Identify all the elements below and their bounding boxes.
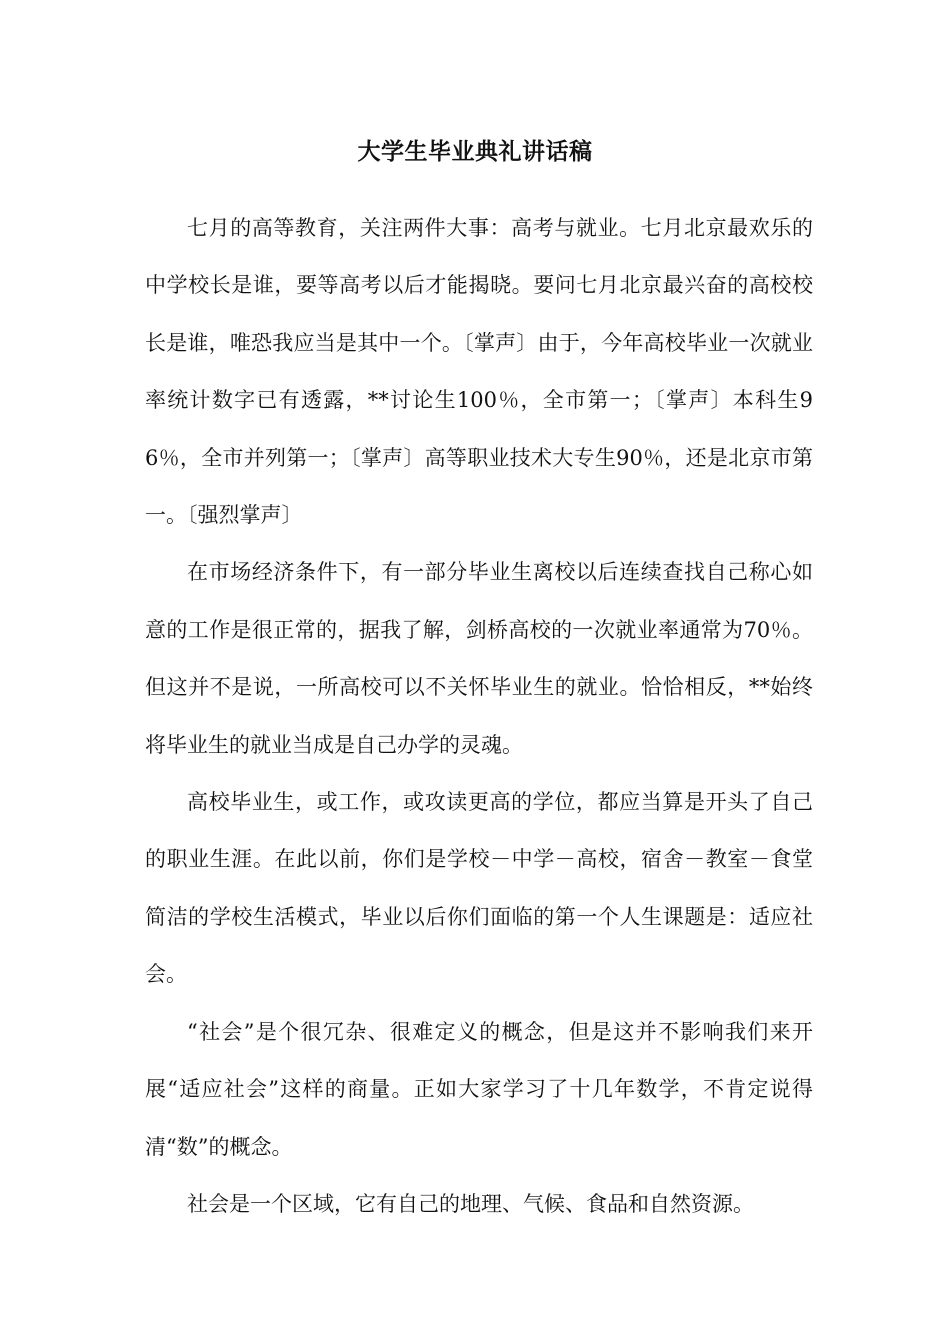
paragraph-5: 社会是一个区域，它有自己的地理、气候、食品和自然资源。 [187, 1191, 754, 1216]
paragraph-4: “社会”是个很冗杂、很难定义的概念，但是这并不影响我们来开展“适应社会”这样的商量。正如大家学习了十几年数学，不肯定说得清“数”的概念。 [145, 1019, 813, 1159]
document-body [145, 200, 813, 1233]
document-title: 大学生毕业典礼讲话稿 [357, 138, 593, 165]
paragraph-2: 在市场经济条件下，有一部分毕业生离校以后连续查找自己称心如意的工作是很正常的，据我了解，剑桥高校的一次就业率通常为70％。但这并不是说，一所高校可以不关怀毕业生的就业。恰恰相反，**始终将毕业生的就业当成是自己办学的灵魂。 [145, 560, 813, 757]
paragraph-3: 高校毕业生，或工作，或攻读更高的学位，都应当算是开头了自己的职业生涯。在此以前，你们是学校－中学－高校，宿舍－教室－食堂简洁的学校生活模式，毕业以后你们面临的第一个人生课题是：适应社会。 [145, 790, 813, 987]
paragraph-1: 七月的高等教育，关注两件大事：高考与就业。七月北京最欢乐的中学校长是谁，要等高考以后才能揭晓。要问七月北京最兴奋的高校校长是谁，唯恐我应当是其中一个。〔掌声〕由于，今年高校毕业一次就业率统计数字已有透露，**讨论生100％，全市第一；〔掌声〕本科生96％，全市并列第一；〔掌声〕高等职业技术大专生90％，还是北京市第一。〔强烈掌声〕 [145, 216, 813, 528]
